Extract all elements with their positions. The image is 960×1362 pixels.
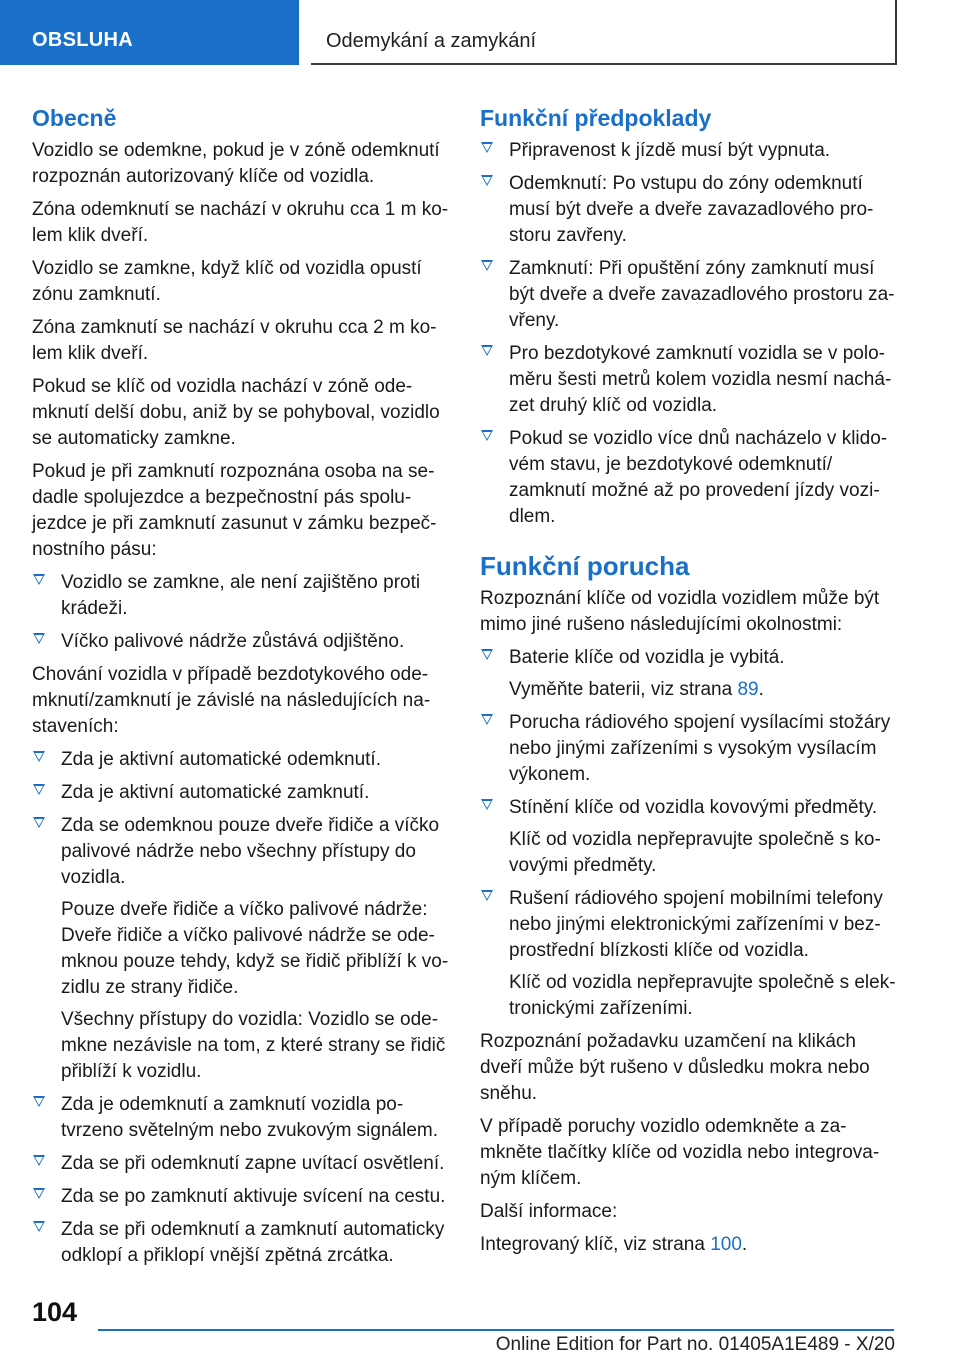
- list-item: Vozidlo se zamkne, ale není zajištěno proti krádeži.: [32, 570, 450, 622]
- list-item: Odemknutí: Po vstupu do zóny odemknutí musí být dveře a dveře zavazadlového prostoru zavřeny.: [480, 171, 898, 249]
- list-item: Zamknutí: Při opuštění zóny zamknutí musí být dveře a dveře zavazadlového prostoru zavřeny.: [480, 256, 898, 334]
- paragraph: Chování vozidla v případě bezdotykového odemknutí/zamknutí je závislé na následujících nastaveních:: [32, 664, 431, 737]
- paragraph: V případě poruchy vozidlo odemkněte a zamkněte tlačítky klíče od vozidla nebo integrovaným klíčem.: [480, 1116, 880, 1189]
- paragraph: Zóna zamknutí se nachází v okruhu cca 2 m kolem klik dveří.: [32, 317, 437, 364]
- heading-funkcni-predpoklady: Funkční předpoklady: [480, 105, 712, 131]
- list-item: Baterie klíče od vozidla je vybitá. Vyměňte baterii, viz strana 89.: [480, 645, 898, 703]
- list-item: Zda je aktivní automatické odemknutí.: [32, 747, 450, 773]
- triangle-bullet-icon: [33, 817, 45, 828]
- list-item-note: Všechny přístupy do vozidla: Vozidlo se odemkne nezávisle na tom, z které strany se řidič přiblíží k vozidlu.: [61, 1009, 446, 1082]
- list-item: Zda se při odemknutí a zamknutí automaticky odklopí a přiklopí vnější zpětná zrcátka.: [32, 1217, 450, 1269]
- triangle-bullet-icon: [33, 574, 45, 585]
- triangle-bullet-icon: [33, 784, 45, 795]
- paragraph: Pokud je při zamknutí rozpoznána osoba na sedadle spolujezdce a bezpečnostní pás spolujezdce je při zamknutí zasunut v zámku bezpečnostního pásu:: [32, 461, 437, 560]
- bullet-list: [480, 645, 898, 1022]
- list-item: Zda je odemknutí a zamknutí vozidla potvrzeno světelným nebo zvukovým signálem.: [32, 1092, 450, 1144]
- list-item-note: Klíč od vozidla nepřepravujte společně s elektronickými zařízeními.: [509, 972, 896, 1019]
- bullet-list: [32, 747, 450, 1269]
- triangle-bullet-icon: [481, 175, 493, 186]
- triangle-bullet-icon: [481, 890, 493, 901]
- list-item-note: Vyměňte baterii, viz strana 89.: [509, 679, 764, 700]
- footer-divider: [98, 1329, 894, 1331]
- list-item: Stínění klíče od vozidla kovovými předměty. Klíč od vozidla nepřepravujte společně s kovovými předměty.: [480, 795, 898, 879]
- triangle-bullet-icon: [33, 751, 45, 762]
- section-tab: [0, 0, 299, 65]
- triangle-bullet-icon: [33, 1155, 45, 1166]
- paragraph: Rozpoznání požadavku uzamčení na klikách dveří může být rušeno v důsledku mokra nebo sněhu.: [480, 1031, 870, 1104]
- left-column: [32, 102, 450, 1276]
- bullet-list: [32, 570, 450, 655]
- list-item-note: Klíč od vozidla nepřepravujte společně s kovovými předměty.: [509, 829, 881, 876]
- triangle-bullet-icon: [33, 1096, 45, 1107]
- triangle-bullet-icon: [481, 142, 493, 153]
- triangle-bullet-icon: [481, 649, 493, 660]
- list-item: Zda je aktivní automatické zamknutí.: [32, 780, 450, 806]
- list-item: Porucha rádiového spojení vysílacími stožáry nebo jinými zařízeními s vysokým vysílacím výkonem.: [480, 710, 898, 788]
- triangle-bullet-icon: [33, 633, 45, 644]
- right-column: [480, 102, 898, 1265]
- paragraph: Integrovaný klíč, viz strana 100.: [480, 1234, 748, 1255]
- bullet-list: [480, 138, 898, 530]
- list-item: Rušení rádiového spojení mobilními telefony nebo jinými elektronickými zařízeními v bezprostřední blízkosti klíče od vozidla. Klíč od vozidla nepřepravujte společně s elektronickými zařízeními.: [480, 886, 898, 1022]
- page-link-100[interactable]: 100: [710, 1234, 742, 1255]
- paragraph: Pokud se klíč od vozidla nachází v zóně odemknutí delší dobu, aniž by se pohyboval, vozidlo se automaticky zamkne.: [32, 376, 440, 449]
- list-item: Připravenost k jízdě musí být vypnuta.: [480, 138, 898, 164]
- list-item: Zda se po zamknutí aktivuje svícení na cestu.: [32, 1184, 450, 1210]
- triangle-bullet-icon: [481, 714, 493, 725]
- page-link-89[interactable]: 89: [737, 679, 759, 700]
- triangle-bullet-icon: [33, 1188, 45, 1199]
- triangle-bullet-icon: [33, 1221, 45, 1232]
- heading-obecne: Obecně: [32, 105, 117, 131]
- list-item: Víčko palivové nádrže zůstává odjištěno.: [32, 629, 450, 655]
- list-item: Pro bezdotykové zamknutí vozidla se v poloměru šesti metrů kolem vozidla nesmí nacházet druhý klíč od vozidla.: [480, 341, 898, 419]
- triangle-bullet-icon: [481, 345, 493, 356]
- section-label: OBSLUHA: [32, 29, 133, 51]
- paragraph: Vozidlo se zamkne, když klíč od vozidla opustí zónu zamknutí.: [32, 258, 422, 305]
- paragraph: Zóna odemknutí se nachází v okruhu cca 1 m kolem klik dveří.: [32, 199, 449, 246]
- paragraph: Rozpoznání klíče od vozidla vozidlem může být mimo jiné rušeno následujícími okolnostmi:: [480, 588, 880, 635]
- heading-funkcni-porucha: Funkční porucha: [480, 551, 690, 581]
- triangle-bullet-icon: [481, 799, 493, 810]
- list-item: Zda se odemknou pouze dveře řidiče a víčko palivové nádrže nebo všechny přístupy do vozidla. Pouze dveře řidiče a víčko palivové nádrže: Dveře řidiče a víčko palivové nádrže se odemknou pouze tehdy, když se řidič přiblíží k vozidlu ze strany řidiče. Všechny přístupy do vozidla: Vozidlo se odemkne nezávisle na tom, z které strany se řidič přiblíží k vozidlu.: [32, 813, 450, 1085]
- paragraph: Další informace:: [480, 1201, 618, 1222]
- chapter-title: Odemykání a zamykání: [326, 30, 537, 52]
- footer-edition: Online Edition for Part no. 01405A1E489 - X/20: [495, 1334, 895, 1355]
- list-item: Zda se při odemknutí zapne uvítací osvětlení.: [32, 1151, 450, 1177]
- paragraph: Vozidlo se odemkne, pokud je v zóně odemknutí rozpoznán autorizovaný klíče od vozidla.: [32, 140, 440, 187]
- list-item: Pokud se vozidlo více dnů nacházelo v klidovém stavu, je bezdotykové odemknutí/ zamknutí možné až po provedení jízdy vozidlem.: [480, 426, 898, 530]
- list-item-note: Pouze dveře řidiče a víčko palivové nádrže: Dveře řidiče a víčko palivové nádrže se odemknou pouze tehdy, když se řidič přiblíží k vozidlu ze strany řidiče.: [61, 899, 449, 998]
- chapter-header: [311, 0, 897, 65]
- page-number: 104: [32, 1297, 78, 1327]
- triangle-bullet-icon: [481, 260, 493, 271]
- triangle-bullet-icon: [481, 430, 493, 441]
